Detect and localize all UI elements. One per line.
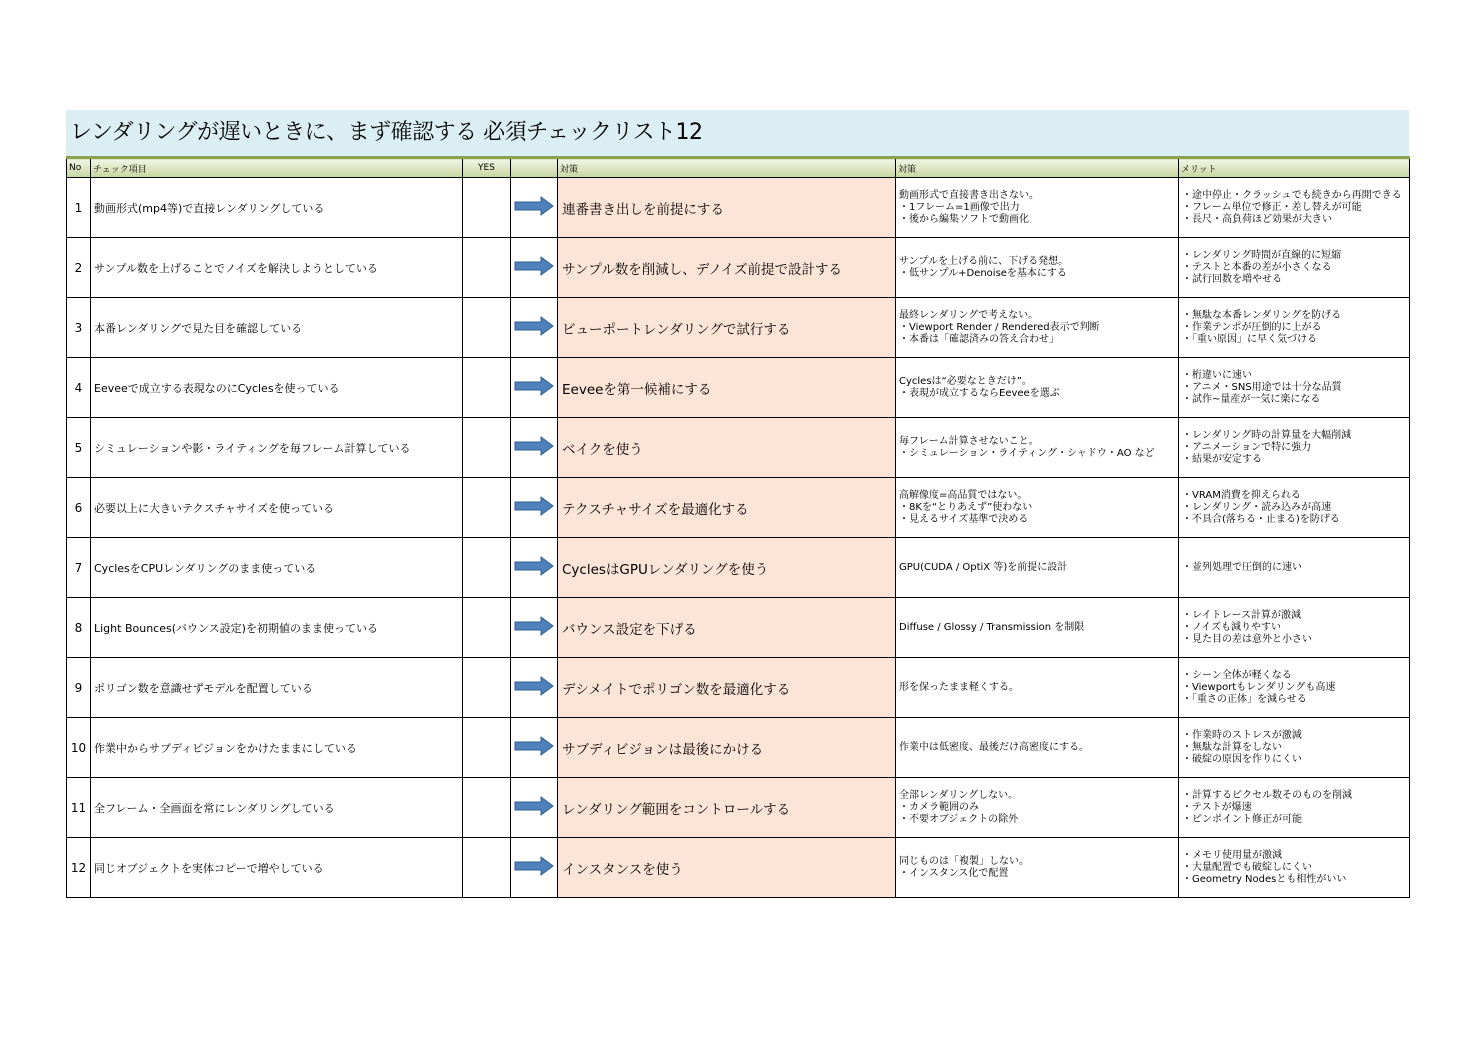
arrow-cell xyxy=(511,658,558,718)
action-text: デシメイトでポリゴン数を最適化する xyxy=(558,658,896,718)
header-arrow xyxy=(511,158,558,178)
detail-line: ・後から編集ソフトで動画化 xyxy=(899,213,1029,225)
action-text: ビューポートレンダリングで試行する xyxy=(558,298,896,358)
merit-line: ・メモリ使用量が激減 xyxy=(1182,849,1282,861)
merit-line: ・テストと本番の差が小さくなる xyxy=(1182,261,1332,273)
yes-checkbox-cell[interactable] xyxy=(463,538,511,598)
right-arrow-icon xyxy=(514,495,554,517)
checklist-table xyxy=(66,156,1410,898)
check-item: CyclesをCPUレンダリングのまま使っている xyxy=(91,538,463,598)
merit-text xyxy=(1179,418,1410,478)
merit-line: ・「重さの正体」を減らせる xyxy=(1182,693,1307,705)
row-number: 5 xyxy=(67,418,91,478)
merit-line: ・「重い原因」に早く気づける xyxy=(1182,333,1317,345)
detail-line: 全部レンダリングしない。 xyxy=(899,789,1019,801)
merit-text xyxy=(1179,778,1410,838)
detail-line: ・1フレーム=1画像で出力 xyxy=(899,201,1020,213)
merit-text xyxy=(1179,358,1410,418)
merit-line: ・計算するピクセル数そのものを削減 xyxy=(1182,789,1352,801)
right-arrow-icon xyxy=(514,315,554,337)
yes-checkbox-cell[interactable] xyxy=(463,778,511,838)
yes-checkbox-cell[interactable] xyxy=(463,238,511,298)
arrow-cell xyxy=(511,178,558,238)
detail-line: ・本番は「確認済みの答え合わせ」 xyxy=(899,333,1059,345)
merit-line: ・試作~量産が一気に楽になる xyxy=(1182,393,1321,405)
right-arrow-icon xyxy=(514,555,554,577)
detail-text xyxy=(896,298,1179,358)
yes-checkbox-cell[interactable] xyxy=(463,478,511,538)
yes-checkbox-cell[interactable] xyxy=(463,598,511,658)
arrow-cell xyxy=(511,718,558,778)
merit-line: ・途中停止・クラッシュでも続きから再開できる xyxy=(1182,189,1402,201)
merit-line: ・VRAM消費を抑えられる xyxy=(1182,489,1301,501)
detail-text xyxy=(896,178,1179,238)
action-text: Eeveeを第一候補にする xyxy=(558,358,896,418)
row-number: 6 xyxy=(67,478,91,538)
check-item: シミュレーションや影・ライティングを毎フレーム計算している xyxy=(91,418,463,478)
row-number: 9 xyxy=(67,658,91,718)
action-text: サブディビジョンは最後にかける xyxy=(558,718,896,778)
right-arrow-icon xyxy=(514,615,554,637)
yes-checkbox-cell[interactable] xyxy=(463,358,511,418)
merit-line: ・シーン全体が軽くなる xyxy=(1182,669,1292,681)
detail-line: 作業中は低密度、最後だけ高密度にする。 xyxy=(899,741,1089,753)
merit-line: ・無駄な本番レンダリングを防げる xyxy=(1182,309,1342,321)
detail-line: ・低サンプル+Denoiseを基本にする xyxy=(899,267,1067,279)
action-text: ベイクを使う xyxy=(558,418,896,478)
arrow-cell xyxy=(511,838,558,898)
check-item: 作業中からサブディビジョンをかけたままにしている xyxy=(91,718,463,778)
right-arrow-icon xyxy=(514,195,554,217)
header-action: 対策 xyxy=(558,158,896,178)
merit-line: ・アニメーションで特に強力 xyxy=(1182,441,1312,453)
detail-line: 毎フレーム計算させないこと。 xyxy=(899,435,1039,447)
yes-checkbox-cell[interactable] xyxy=(463,838,511,898)
check-item: 本番レンダリングで見た目を確認している xyxy=(91,298,463,358)
detail-line: ・見えるサイズ基準で決める xyxy=(899,513,1029,525)
detail-text xyxy=(896,658,1179,718)
row-number: 2 xyxy=(67,238,91,298)
action-text: レンダリング範囲をコントロールする xyxy=(558,778,896,838)
table-row xyxy=(67,838,1410,898)
arrow-cell xyxy=(511,418,558,478)
action-text: テクスチャサイズを最適化する xyxy=(558,478,896,538)
merit-line: ・レンダリング時の計算量を大幅削減 xyxy=(1182,429,1352,441)
detail-line: GPU(CUDA / OptiX 等)を前提に設計 xyxy=(899,561,1068,573)
merit-line: ・レンダリング・読み込みが高速 xyxy=(1182,501,1332,513)
check-item: サンプル数を上げることでノイズを解決しようとしている xyxy=(91,238,463,298)
check-item: Eeveeで成立する表現なのにCyclesを使っている xyxy=(91,358,463,418)
row-number: 7 xyxy=(67,538,91,598)
row-number: 8 xyxy=(67,598,91,658)
merit-line: ・Geometry Nodesとも相性がいい xyxy=(1182,873,1347,885)
merit-line: ・破綻の原因を作りにくい xyxy=(1182,753,1302,765)
row-number: 3 xyxy=(67,298,91,358)
detail-line: 形を保ったまま軽くする。 xyxy=(899,681,1019,693)
table-row xyxy=(67,718,1410,778)
detail-line: ・シミュレーション・ライティング・シャドウ・AO など xyxy=(899,447,1155,459)
detail-line: ・表現が成立するならEeveeを選ぶ xyxy=(899,387,1060,399)
merit-line: ・ノイズも減りやすい xyxy=(1182,621,1281,633)
merit-text xyxy=(1179,658,1410,718)
table-row xyxy=(67,598,1410,658)
check-item: ポリゴン数を意識せずモデルを配置している xyxy=(91,658,463,718)
yes-checkbox-cell[interactable] xyxy=(463,178,511,238)
row-number: 1 xyxy=(67,178,91,238)
arrow-cell xyxy=(511,538,558,598)
detail-line: 同じものは「複製」しない。 xyxy=(899,855,1029,867)
arrow-cell xyxy=(511,358,558,418)
table-row xyxy=(67,238,1410,298)
merit-text xyxy=(1179,478,1410,538)
merit-line: ・並列処理で圧倒的に速い xyxy=(1182,561,1302,573)
checklist-sheet xyxy=(66,110,1409,898)
right-arrow-icon xyxy=(514,435,554,457)
table-row xyxy=(67,358,1410,418)
detail-line: サンプルを上げる前に、下げる発想。 xyxy=(899,255,1069,267)
action-text: サンプル数を削減し、デノイズ前提で設計する xyxy=(558,238,896,298)
table-row xyxy=(67,418,1410,478)
right-arrow-icon xyxy=(514,255,554,277)
detail-line: 高解像度=高品質ではない。 xyxy=(899,489,1028,501)
detail-line: ・不要オブジェクトの除外 xyxy=(899,813,1019,825)
detail-text xyxy=(896,238,1179,298)
merit-line: ・作業テンポが圧倒的に上がる xyxy=(1182,321,1322,333)
row-number: 4 xyxy=(67,358,91,418)
detail-line: ・カメラ範囲のみ xyxy=(899,801,979,813)
merit-line: ・不具合(落ちる・止まる)を防げる xyxy=(1182,513,1340,525)
merit-line: ・フレーム単位で修正・差し替えが可能 xyxy=(1182,201,1362,213)
arrow-cell xyxy=(511,598,558,658)
table-row xyxy=(67,538,1410,598)
detail-line: ・Viewport Render / Rendered表示で判断 xyxy=(899,321,1100,333)
table-row xyxy=(67,178,1410,238)
table-row xyxy=(67,658,1410,718)
action-text: CyclesはGPUレンダリングを使う xyxy=(558,538,896,598)
table-row xyxy=(67,298,1410,358)
merit-line: ・結果が安定する xyxy=(1182,453,1262,465)
merit-line: ・作業時のストレスが激減 xyxy=(1182,729,1302,741)
merit-text xyxy=(1179,178,1410,238)
detail-line: 最終レンダリングで考えない。 xyxy=(899,309,1039,321)
detail-text xyxy=(896,418,1179,478)
row-number: 12 xyxy=(67,838,91,898)
header-no: No xyxy=(67,158,91,178)
yes-checkbox-cell[interactable] xyxy=(463,298,511,358)
detail-line: ・8Kを“とりあえず”使わない xyxy=(899,501,1033,513)
check-item: 必要以上に大きいテクスチャサイズを使っている xyxy=(91,478,463,538)
arrow-cell xyxy=(511,778,558,838)
table-row xyxy=(67,778,1410,838)
check-item: 同じオブジェクトを実体コピーで増やしている xyxy=(91,838,463,898)
merit-line: ・見た目の差は意外と小さい xyxy=(1182,633,1312,645)
page-title: レンダリングが遅いときに、まず確認する 必須チェックリスト12 xyxy=(66,110,1409,156)
yes-checkbox-cell[interactable] xyxy=(463,718,511,778)
action-text: バウンス設定を下げる xyxy=(558,598,896,658)
detail-text xyxy=(896,598,1179,658)
header-yes: YES xyxy=(463,158,511,178)
merit-line: ・テストが爆速 xyxy=(1182,801,1252,813)
row-number: 11 xyxy=(67,778,91,838)
detail-line: Cyclesは“必要なときだけ”。 xyxy=(899,375,1032,387)
detail-line: Diffuse / Glossy / Transmission を制限 xyxy=(899,621,1085,633)
arrow-cell xyxy=(511,298,558,358)
header-row xyxy=(67,158,1410,178)
merit-text xyxy=(1179,238,1410,298)
merit-text xyxy=(1179,838,1410,898)
yes-checkbox-cell[interactable] xyxy=(463,418,511,478)
merit-line: ・レイトレース計算が激減 xyxy=(1182,609,1301,621)
arrow-cell xyxy=(511,238,558,298)
detail-text xyxy=(896,358,1179,418)
merit-line: ・試行回数を増やせる xyxy=(1182,273,1282,285)
right-arrow-icon xyxy=(514,675,554,697)
arrow-cell xyxy=(511,478,558,538)
merit-line: ・桁違いに速い xyxy=(1182,369,1252,381)
detail-text xyxy=(896,778,1179,838)
right-arrow-icon xyxy=(514,855,554,877)
detail-line: ・インスタンス化で配置 xyxy=(899,867,1009,879)
merit-line: ・アニメ・SNS用途では十分な品質 xyxy=(1182,381,1342,393)
check-item: Light Bounces(バウンス設定)を初期値のまま使っている xyxy=(91,598,463,658)
detail-text xyxy=(896,838,1179,898)
action-text: 連番書き出しを前提にする xyxy=(558,178,896,238)
detail-text xyxy=(896,478,1179,538)
yes-checkbox-cell[interactable] xyxy=(463,658,511,718)
header-merit: メリット xyxy=(1179,158,1410,178)
merit-text xyxy=(1179,718,1410,778)
right-arrow-icon xyxy=(514,735,554,757)
merit-line: ・レンダリング時間が直線的に短縮 xyxy=(1182,249,1342,261)
detail-text xyxy=(896,718,1179,778)
table-row xyxy=(67,478,1410,538)
right-arrow-icon xyxy=(514,795,554,817)
merit-line: ・長尺・高負荷ほど効果が大きい xyxy=(1182,213,1332,225)
merit-line: ・無駄な計算をしない xyxy=(1182,741,1282,753)
check-item: 全フレーム・全画面を常にレンダリングしている xyxy=(91,778,463,838)
merit-text xyxy=(1179,298,1410,358)
merit-line: ・大量配置でも破綻しにくい xyxy=(1182,861,1312,873)
right-arrow-icon xyxy=(514,375,554,397)
check-item: 動画形式(mp4等)で直接レンダリングしている xyxy=(91,178,463,238)
detail-text xyxy=(896,538,1179,598)
header-detail: 対策 xyxy=(896,158,1179,178)
header-item: チェック項目 xyxy=(91,158,463,178)
merit-line: ・Viewportもレンダリングも高速 xyxy=(1182,681,1336,693)
detail-line: 動画形式で直接書き出さない。 xyxy=(899,189,1039,201)
merit-text xyxy=(1179,538,1410,598)
row-number: 10 xyxy=(67,718,91,778)
action-text: インスタンスを使う xyxy=(558,838,896,898)
merit-text xyxy=(1179,598,1410,658)
merit-line: ・ピンポイント修正が可能 xyxy=(1182,813,1302,825)
